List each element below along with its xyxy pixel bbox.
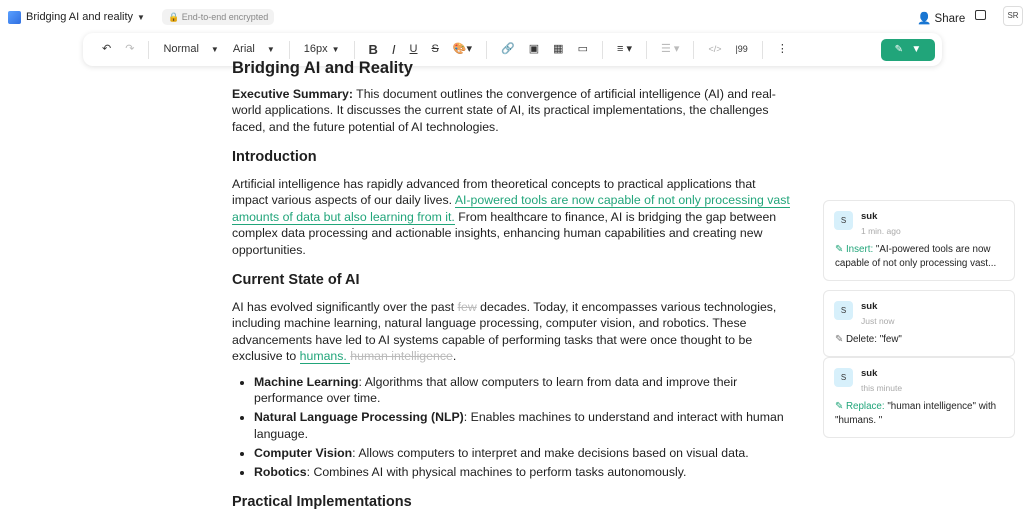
term: Machine Learning bbox=[254, 374, 359, 389]
timestamp: Just now bbox=[861, 316, 895, 326]
caret-down-icon: ▼ bbox=[210, 45, 219, 54]
comments-icon[interactable] bbox=[975, 10, 986, 20]
list-item bbox=[254, 409, 792, 442]
suggestion-text bbox=[835, 333, 1003, 347]
deleted-text[interactable]: few bbox=[457, 299, 477, 314]
strikethrough-button[interactable]: S bbox=[431, 43, 439, 55]
align-icon[interactable]: ≡ ▾ bbox=[616, 43, 632, 55]
document-heading: Bridging AI and Reality bbox=[232, 59, 413, 77]
size-value: 16px bbox=[303, 43, 328, 55]
suggestion-text bbox=[835, 400, 1003, 428]
summary-text: This document outlines the convergence of artificial intelligence (AI) and real-world applications. It discusses the current state of AI, its practical implementations, the challenges faced, and the future potential of AI technologies. bbox=[232, 86, 776, 134]
author-name: suk bbox=[861, 368, 878, 379]
list-item bbox=[254, 374, 792, 407]
desc: : Allows computers to interpret and make decisions based on visual data. bbox=[352, 445, 749, 460]
list-icon[interactable]: ☰ ▾ bbox=[660, 43, 680, 55]
suggestion-detail: "AI-powered tools are now capable of not only processing vast... bbox=[835, 244, 997, 269]
code-button[interactable]: </> bbox=[708, 44, 722, 54]
deleted-text[interactable]: human intelligence bbox=[350, 349, 453, 363]
edit-icon: ✎ bbox=[894, 43, 904, 55]
term: Computer Vision bbox=[254, 445, 353, 460]
suggestion-card[interactable] bbox=[823, 290, 1015, 357]
quote-button[interactable]: |99 bbox=[735, 44, 748, 54]
divider bbox=[486, 41, 487, 59]
action-label: Replace: bbox=[845, 401, 885, 412]
table-icon[interactable]: ▦ bbox=[553, 43, 564, 55]
inserted-text[interactable]: AI-powered tools are now capable of not only processing vast amounts of data but also learning from it. bbox=[232, 193, 790, 224]
text: decades. Today, it encompasses various technologies, including machine learning, natural language processing, computer vision, and robotics. These advancements have led to AI systems capable of performing tasks that were once thought to be exclusive to bbox=[232, 299, 777, 363]
timestamp: 1 min. ago bbox=[861, 226, 901, 236]
italic-button[interactable]: I bbox=[391, 42, 396, 57]
state-heading: Current State of AI bbox=[232, 272, 360, 288]
edit-icon: ✎ bbox=[835, 401, 846, 412]
document-icon bbox=[8, 11, 21, 24]
user-avatar[interactable]: SR bbox=[1003, 6, 1023, 26]
undo-icon[interactable]: ↶ bbox=[102, 43, 112, 55]
share-label: Share bbox=[934, 13, 966, 25]
intro-paragraph bbox=[232, 176, 792, 259]
state-paragraph bbox=[232, 299, 792, 365]
timestamp: this minute bbox=[861, 383, 903, 393]
summary-paragraph bbox=[232, 86, 792, 136]
caret-down-icon: ▼ bbox=[137, 13, 145, 22]
divider bbox=[602, 41, 603, 59]
caret-down-icon: ▼ bbox=[331, 45, 340, 54]
caret-down-icon: ▼ bbox=[911, 43, 922, 55]
suggest-mode-button[interactable] bbox=[881, 39, 935, 61]
author-name: suk bbox=[861, 301, 878, 312]
style-value: Normal bbox=[163, 43, 199, 55]
more-options-icon[interactable]: ⋮ bbox=[776, 43, 788, 55]
ai-technologies-list bbox=[254, 374, 792, 481]
text: Artificial intelligence has rapidly advanced from theoretical concepts to practical applications that impact various aspects of our daily lives. bbox=[232, 176, 756, 207]
avatar: S bbox=[834, 301, 853, 320]
avatar: S bbox=[834, 368, 853, 387]
divider bbox=[762, 41, 763, 59]
text: AI has evolved significantly over the past bbox=[232, 299, 458, 314]
caret-down-icon: ▼ bbox=[266, 45, 275, 54]
action-label: Insert: bbox=[845, 244, 874, 255]
action-label: Delete: bbox=[845, 334, 877, 345]
list-item bbox=[254, 464, 792, 481]
text: From healthcare to finance, AI is bridging the gap between complex data processing and actionable insights, enhancing human capabilities and creating new opportunities. bbox=[232, 209, 777, 257]
intro-heading: Introduction bbox=[232, 149, 317, 165]
underline-button[interactable]: U bbox=[409, 43, 418, 55]
term: Robotics bbox=[254, 464, 307, 479]
desc: : Combines AI with physical machines to perform tasks autonomously. bbox=[306, 464, 687, 479]
author-name: suk bbox=[861, 211, 878, 222]
suggestion-text bbox=[835, 243, 1003, 271]
document-title: Bridging AI and reality bbox=[26, 11, 134, 23]
paragraph-style-select[interactable] bbox=[156, 33, 225, 66]
document-body[interactable] bbox=[232, 60, 792, 521]
divider bbox=[693, 41, 694, 59]
suggestion-card[interactable] bbox=[823, 200, 1015, 281]
desc: : Enables machines to understand and interact with human language. bbox=[254, 410, 784, 441]
summary-label: Executive Summary: bbox=[232, 86, 353, 101]
suggestion-detail: "human intelligence" with "humans. " bbox=[835, 401, 997, 426]
practical-heading: Practical Implementations bbox=[232, 494, 412, 510]
divider bbox=[289, 41, 290, 59]
edit-icon: ✎ bbox=[835, 334, 846, 345]
insert-comment-icon[interactable]: ▭ bbox=[577, 43, 588, 55]
suggestion-card[interactable] bbox=[823, 357, 1015, 438]
edit-icon: ✎ bbox=[835, 244, 846, 255]
text-color-icon[interactable]: 🎨▾ bbox=[452, 43, 473, 55]
encryption-badge: 🔒 End-to-end encrypted bbox=[162, 9, 274, 25]
suggestion-detail: "few" bbox=[876, 334, 902, 345]
text: . bbox=[452, 349, 457, 363]
add-user-icon: 👤 bbox=[917, 13, 932, 25]
desc: : Algorithms that allow computers to learn from data and improve their performance over time. bbox=[254, 374, 738, 405]
divider bbox=[148, 41, 149, 59]
inserted-text[interactable]: humans. bbox=[299, 349, 351, 363]
font-value: Arial bbox=[232, 43, 255, 55]
redo-icon[interactable]: ↷ bbox=[125, 43, 135, 55]
share-button[interactable] bbox=[917, 11, 965, 25]
avatar: S bbox=[834, 211, 853, 230]
list-item bbox=[254, 445, 792, 462]
bold-button[interactable]: B bbox=[368, 42, 378, 57]
link-icon[interactable]: 🔗 bbox=[501, 43, 515, 55]
encryption-label: End-to-end encrypted bbox=[181, 12, 269, 22]
divider bbox=[646, 41, 647, 59]
top-bar bbox=[0, 0, 1024, 34]
image-icon[interactable]: ▣ bbox=[528, 43, 540, 55]
divider bbox=[354, 41, 355, 59]
document-title-menu[interactable] bbox=[26, 11, 145, 23]
term: Natural Language Processing (NLP) bbox=[254, 410, 464, 424]
